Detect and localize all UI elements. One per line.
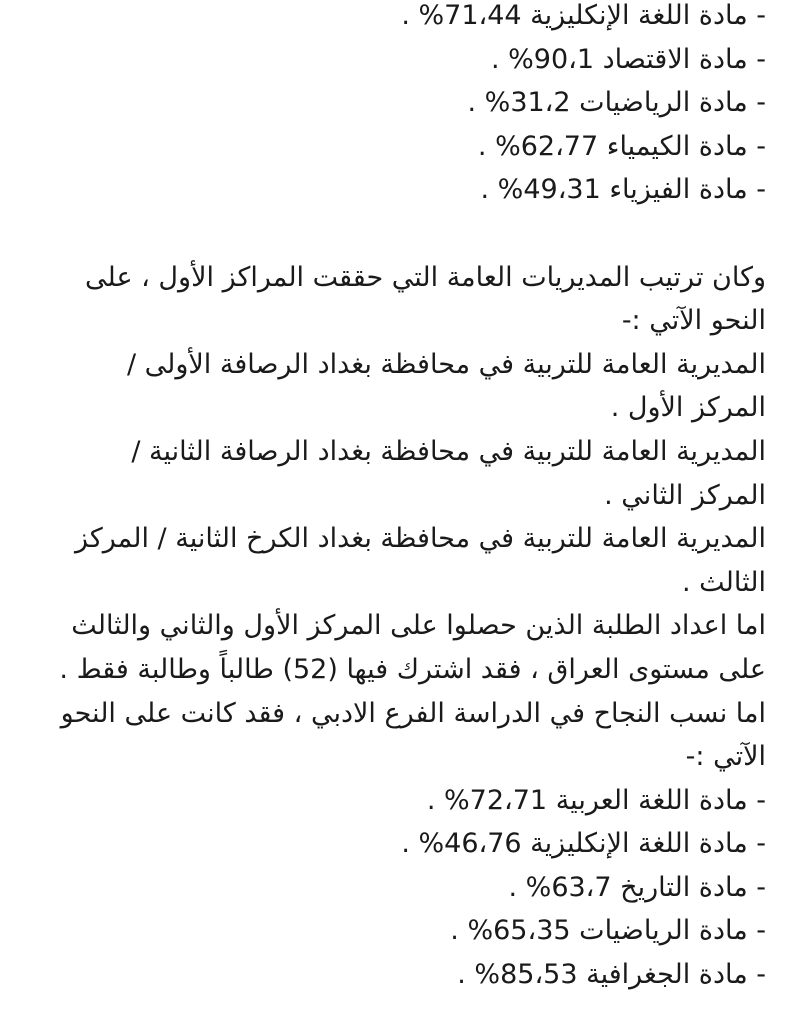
list-item: - مادة الفيزياء 49،31% . <box>480 174 766 206</box>
ranking-first: المديرية العامة للتربية في محافظة بغداد الرصافة الأولى / المركز الأول . <box>118 348 766 424</box>
article-text <box>52 0 766 997</box>
ranking-second: المديرية العامة للتربية في محافظة بغداد الرصافة الثانية / المركز الثاني . <box>122 435 766 511</box>
ranking-intro: وكان ترتيب المديريات العامة التي حققت المراكز الأول ، على النحو الآتي :- <box>76 261 766 337</box>
list-item: - مادة الجغرافية 85،53% . <box>457 959 766 991</box>
paragraph-spacer <box>56 212 766 256</box>
list-item: - مادة اللغة الإنكليزية 46،76% . <box>401 828 766 860</box>
ranking-third: المديرية العامة للتربية في محافظة بغداد الكرخ الثانية / المركز الثالث . <box>66 523 766 598</box>
list-item: - مادة الرياضيات 31،2% . <box>467 87 766 119</box>
list-item: - مادة الرياضيات 65،35% . <box>450 915 766 947</box>
literary-results-list <box>56 779 766 997</box>
rankings-list <box>56 343 766 605</box>
literary-intro: اما نسب النجاح في الدراسة الفرع الادبي ، فقد كانت على النحو الآتي :- <box>52 697 766 773</box>
list-item: - مادة اللغة الإنكليزية 71،44% . <box>401 0 766 31</box>
science-results-list <box>56 0 766 212</box>
list-item: - مادة اللغة العربية 72،71% . <box>426 784 766 816</box>
students-count-paragraph: اما اعداد الطلبة الذين حصلوا على المركز الأول والثاني والثالث على مستوى العراق ، فقد اشترك فيها (52) طالباً وطالبة فقط . <box>59 610 766 685</box>
list-item: - مادة التاريخ 63،7% . <box>508 871 766 903</box>
list-item: - مادة الاقتصاد 90،1% . <box>490 43 766 75</box>
list-item: - مادة الكيمياء 62،77% . <box>477 130 766 162</box>
